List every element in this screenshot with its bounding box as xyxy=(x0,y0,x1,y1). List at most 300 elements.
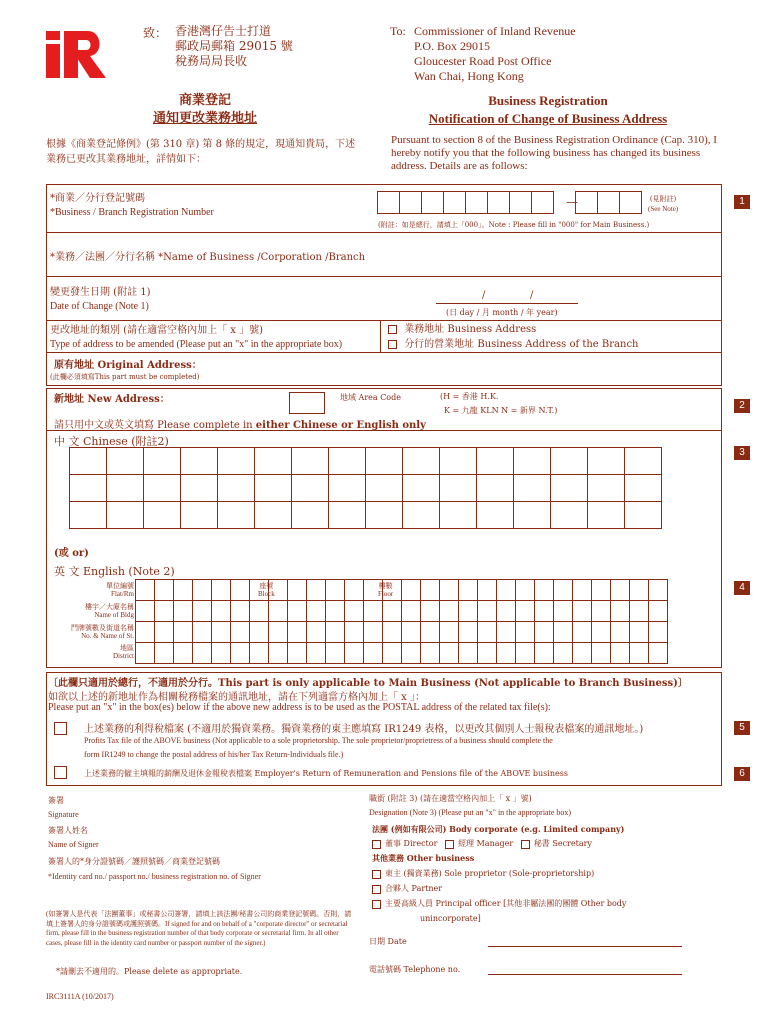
business-name-input[interactable] xyxy=(400,236,718,272)
area-code-hk: (H = 香港 H.K. xyxy=(440,392,499,401)
address-cell[interactable] xyxy=(477,600,497,622)
address-cell[interactable] xyxy=(439,621,459,643)
address-cell[interactable] xyxy=(629,579,649,601)
date-slash-1: / xyxy=(482,290,486,301)
flat-label xyxy=(50,582,134,598)
postal-note-en: Please put an "x" in the box(es) below if the above new address is to be used as the POSTAL address of the related tax file(s): xyxy=(48,702,551,713)
principal-officer-label: 主要高級人員 Principal officer [其他非屬法團的團體 Other body xyxy=(385,899,627,908)
address-cell[interactable] xyxy=(534,579,554,601)
ird-logo xyxy=(44,28,108,82)
address-cell[interactable] xyxy=(610,579,630,601)
english-label: 英 文 English (Note 2) xyxy=(54,565,175,578)
area-code-input[interactable] xyxy=(289,392,325,414)
address-cell[interactable] xyxy=(135,600,155,622)
section-number-6: 6 xyxy=(734,767,750,781)
checkbox-partner[interactable] xyxy=(372,885,381,894)
district-en: District xyxy=(113,652,134,660)
address-cell[interactable] xyxy=(458,579,478,601)
brn-input-main[interactable] xyxy=(378,192,554,214)
address-cell[interactable] xyxy=(402,474,440,502)
or-label: (或 or) xyxy=(54,548,89,559)
address-cell[interactable] xyxy=(154,579,174,601)
bldg-zh: 樓宇／大廈名稱 xyxy=(85,603,134,611)
address-cell[interactable] xyxy=(287,642,307,664)
address-cell[interactable] xyxy=(515,621,535,643)
address-cell[interactable] xyxy=(217,447,255,475)
address-cell[interactable] xyxy=(325,579,345,601)
area-code-kln-nt: K = 九龍 KLN N = 新界 N.T.) xyxy=(444,406,558,415)
delete-note: *請刪去不適用的。Please delete as appropriate. xyxy=(56,967,243,976)
address-cell[interactable] xyxy=(591,600,611,622)
address-cell[interactable] xyxy=(402,447,440,475)
form-code: IRC3111A (10/2017) xyxy=(46,992,114,1001)
address-cell[interactable] xyxy=(550,474,588,502)
sole-prop-label: 東主 (獨資業務) Sole proprietor (Sole-proprietorship) xyxy=(385,869,595,878)
either-text: 請只用中文或英文填寫 Please complete in xyxy=(54,420,256,431)
address-cell[interactable] xyxy=(420,600,440,622)
to-en-address xyxy=(414,24,576,84)
address-cell[interactable] xyxy=(401,579,421,601)
profits-tax-en-2: form IR1249 to change the postal address of his/her Tax Return-Individuals file.) xyxy=(84,750,344,759)
bldg-label xyxy=(50,603,134,619)
address-cell[interactable] xyxy=(211,642,231,664)
address-cell[interactable] xyxy=(211,579,231,601)
brn-note: (附註：如是總行，請填上「000」。Note : Please fill in "000" for Main Business.) xyxy=(378,221,650,229)
address-cell[interactable] xyxy=(268,579,288,601)
option-secretary[interactable] xyxy=(521,839,592,848)
address-cell[interactable] xyxy=(268,642,288,664)
unincorporate-label: unincorporate] xyxy=(420,914,481,923)
address-cell[interactable] xyxy=(515,579,535,601)
flat-en: Flat/Rm xyxy=(111,590,134,598)
address-cell[interactable] xyxy=(291,501,329,529)
desig-zh: 職銜 (附註 3) (請在適當空格內加上「 x 」號) xyxy=(369,794,532,803)
section-number-4: 4 xyxy=(734,581,750,595)
secretary-label: 秘書 Secretary xyxy=(533,839,592,848)
either-bold: either Chinese or English only xyxy=(255,420,426,431)
address-cell[interactable] xyxy=(572,600,592,622)
body-corporate-label: 法團 (例如有限公司) Body corporate (e.g. Limited company) xyxy=(372,824,625,834)
business-name-label: *業務／法團／分行名稱 *Name of Business /Corporation /Branch xyxy=(50,252,366,263)
option-manager[interactable] xyxy=(445,839,513,848)
fine-zh: (如簽署人是代表「法團董事」或秘書公司簽署，請填上該法團/秘書公司的商業登記號碼。否則，請填上簽署人的身分證號碼或護照號碼。 xyxy=(46,910,352,928)
ird-logo-icon xyxy=(44,28,108,82)
address-cell[interactable] xyxy=(401,621,421,643)
address-cell[interactable] xyxy=(534,621,554,643)
address-cell[interactable] xyxy=(154,621,174,643)
address-cell[interactable] xyxy=(648,642,668,664)
to-en-line: Commissioner of Inland Revenue xyxy=(414,24,576,38)
address-cell[interactable] xyxy=(363,579,383,601)
address-cell[interactable] xyxy=(624,447,662,475)
address-cell[interactable] xyxy=(69,474,107,502)
type-zh: 更改地址的類別 (請在適當空格內加上「 x 」號) xyxy=(50,325,263,336)
intro-en: Pursuant to section 8 of the Business Registration Ordinance (Cap. 310), I hereby notify you that the following business has changed its business address. Details are as follows: xyxy=(391,134,717,172)
address-cell[interactable] xyxy=(306,642,326,664)
address-cell[interactable] xyxy=(154,600,174,622)
street-zh: 門牌號數及街道名稱 xyxy=(71,624,134,632)
address-cell[interactable] xyxy=(477,621,497,643)
address-cell[interactable] xyxy=(291,447,329,475)
address-type-options xyxy=(388,322,638,352)
address-cell[interactable] xyxy=(230,642,250,664)
address-cell[interactable] xyxy=(629,642,649,664)
telephone-label: 電話號碼 Telephone no. xyxy=(369,965,461,974)
original-address-label: 原有地址 Original Address： xyxy=(54,360,202,371)
postal-note-zh: 如欲以上述的新地址作為相關稅務檔案的通訊地址，請在下列適當方格內加上「 x 」： xyxy=(48,692,425,703)
sig-zh: 簽署 xyxy=(48,796,64,805)
section-number-3: 3 xyxy=(734,446,750,460)
address-cell[interactable] xyxy=(230,621,250,643)
address-cell[interactable] xyxy=(587,447,625,475)
address-cell[interactable] xyxy=(363,600,383,622)
brn-label-zh: *商業／分行登記號碼 xyxy=(50,193,145,204)
address-cell[interactable] xyxy=(648,579,668,601)
area-code-label: 地域 Area Code xyxy=(340,393,401,402)
to-zh-line: 郵政局郵箱 29015 號 xyxy=(175,39,293,53)
address-cell[interactable] xyxy=(420,579,440,601)
telephone-line[interactable] xyxy=(488,974,682,975)
intro-zh: 根據《商業登記條例》(第 310 章) 第 8 條的規定，現通知貴局，下述業務已更改其業務地址，詳情如下： xyxy=(46,139,356,165)
address-cell[interactable] xyxy=(154,642,174,664)
checkbox-employer-return[interactable] xyxy=(54,766,67,779)
address-cell[interactable] xyxy=(534,642,554,664)
address-cell[interactable] xyxy=(439,474,477,502)
body-corporate-options xyxy=(372,838,592,849)
address-cell[interactable] xyxy=(534,600,554,622)
address-cell[interactable] xyxy=(268,600,288,622)
opt-business-label: 業務地址 Business Address xyxy=(404,324,537,335)
address-cell[interactable] xyxy=(135,579,155,601)
address-cell[interactable] xyxy=(439,642,459,664)
address-cell[interactable] xyxy=(325,600,345,622)
signer-name-label xyxy=(48,824,99,852)
to-en-label: To: xyxy=(390,24,406,38)
address-cell[interactable] xyxy=(629,600,649,622)
brn-label xyxy=(50,192,214,220)
address-cell[interactable] xyxy=(173,600,193,622)
name-en: Name of Signer xyxy=(48,840,99,849)
to-en-line: P.O. Box 29015 xyxy=(414,39,491,53)
address-cell[interactable] xyxy=(420,621,440,643)
address-cell[interactable] xyxy=(363,642,383,664)
address-cell[interactable] xyxy=(328,501,366,529)
checkbox-business-address[interactable] xyxy=(388,325,397,334)
address-cell[interactable] xyxy=(496,600,516,622)
checkbox-principal-officer[interactable] xyxy=(372,900,381,909)
date-line[interactable] xyxy=(488,946,682,947)
signature-label xyxy=(48,794,79,822)
address-type-label xyxy=(50,324,342,352)
floor-en: Floor xyxy=(378,590,394,598)
address-cell[interactable] xyxy=(439,447,477,475)
title-en-1: Business Registration xyxy=(488,93,608,108)
address-cell[interactable] xyxy=(363,621,383,643)
date-label: 日期 Date xyxy=(369,937,407,946)
fine-en: If signed for and on behalf of a "corporate director" or secretarial firm, please fill in the business registration number of that body corporate or secretarial firm. In all other cases, please fill in the identity card number or passport number of the signer.) xyxy=(46,919,348,947)
option-principal-officer[interactable] xyxy=(372,896,626,911)
address-cell[interactable] xyxy=(254,474,292,502)
either-note xyxy=(54,416,426,431)
address-cell[interactable] xyxy=(106,501,144,529)
address-cell[interactable] xyxy=(513,447,551,475)
address-cell[interactable] xyxy=(382,621,402,643)
bldg-en: Name of Bldg xyxy=(94,611,134,619)
manager-label: 經理 Manager xyxy=(458,839,514,848)
address-cell[interactable] xyxy=(401,600,421,622)
address-cell[interactable] xyxy=(180,447,218,475)
address-cell[interactable] xyxy=(254,501,292,529)
partner-label: 合夥人 Partner xyxy=(385,884,443,893)
address-cell[interactable] xyxy=(591,621,611,643)
to-en-line: Gloucester Road Post Office xyxy=(414,54,552,68)
floor-zh: 樓數 xyxy=(378,582,393,590)
title-zh xyxy=(150,92,260,128)
street-label xyxy=(50,624,134,640)
district-label xyxy=(50,644,134,660)
address-cell[interactable] xyxy=(230,579,250,601)
address-cell[interactable] xyxy=(306,600,326,622)
address-cell[interactable] xyxy=(476,474,514,502)
address-cell[interactable] xyxy=(180,501,218,529)
address-cell[interactable] xyxy=(135,621,155,643)
address-cell[interactable] xyxy=(230,600,250,622)
address-cell[interactable] xyxy=(587,501,625,529)
address-cell[interactable] xyxy=(135,642,155,664)
address-cell[interactable] xyxy=(587,474,625,502)
address-cell[interactable] xyxy=(591,642,611,664)
address-cell[interactable] xyxy=(496,579,516,601)
address-cell[interactable] xyxy=(402,501,440,529)
address-cell[interactable] xyxy=(287,579,307,601)
address-cell[interactable] xyxy=(211,621,231,643)
address-cell[interactable] xyxy=(69,501,107,529)
address-cell[interactable] xyxy=(382,579,402,601)
original-address-note: (此欄必須填寫This part must be completed) xyxy=(50,373,200,381)
address-cell[interactable] xyxy=(572,621,592,643)
checkbox-branch-address[interactable] xyxy=(388,340,397,349)
option-branch-address[interactable] xyxy=(388,337,638,352)
address-cell[interactable] xyxy=(69,447,107,475)
name-zh: 簽署人姓名 xyxy=(48,826,88,835)
address-cell[interactable] xyxy=(180,474,218,502)
see-note-en: (See Note) xyxy=(648,205,679,213)
id-zh: 簽署人的*身分證號碼／護照號碼／商業登記號碼 xyxy=(48,857,220,866)
doc-en: Date of Change (Note 1) xyxy=(50,301,149,312)
date-of-change-label xyxy=(50,286,151,314)
profits-tax-zh: 上述業務的利得稅檔案 (不適用於獨資業務。獨資業務的東主應填寫 IR1249 表格，以更改其個別人士報稅表檔案的通訊地址。) xyxy=(84,724,644,735)
address-cell[interactable] xyxy=(648,621,668,643)
address-cell[interactable] xyxy=(458,621,478,643)
address-cell[interactable] xyxy=(365,474,403,502)
block-zh: 座號 xyxy=(259,582,274,590)
signer-id-label xyxy=(48,854,261,884)
address-cell[interactable] xyxy=(268,621,288,643)
address-cell[interactable] xyxy=(496,621,516,643)
address-cell[interactable] xyxy=(458,642,478,664)
address-cell[interactable] xyxy=(439,600,459,622)
address-cell[interactable] xyxy=(106,474,144,502)
address-cell[interactable] xyxy=(306,621,326,643)
type-en: Type of address to be amended (Please put an "x" in the appropriate box) xyxy=(50,339,343,350)
date-slash-2: / xyxy=(530,290,534,301)
to-zh-line: 香港灣仔告士打道 xyxy=(175,24,272,38)
to-zh-address xyxy=(175,24,293,69)
brn-label-en: *Business / Branch Registration Number xyxy=(50,207,214,218)
address-cell[interactable] xyxy=(550,447,588,475)
address-cell[interactable] xyxy=(553,579,573,601)
address-cell[interactable] xyxy=(610,621,630,643)
profits-tax-en-1: Profits Tax file of the ABOVE business (Not applicable to a sole proprietorship. The sole proprietor/proprietress of a business should complete the xyxy=(84,736,553,745)
address-cell[interactable] xyxy=(401,642,421,664)
address-cell[interactable] xyxy=(476,501,514,529)
address-cell[interactable] xyxy=(553,621,573,643)
address-cell[interactable] xyxy=(591,579,611,601)
address-cell[interactable] xyxy=(496,642,516,664)
address-cell[interactable] xyxy=(515,642,535,664)
section-number-5: 5 xyxy=(734,721,750,735)
checkbox-secretary[interactable] xyxy=(521,840,530,849)
address-cell[interactable] xyxy=(344,579,364,601)
address-cell[interactable] xyxy=(291,474,329,502)
address-cell[interactable] xyxy=(249,600,269,622)
title-zh-2: 通知更改業務地址 xyxy=(152,111,257,126)
address-cell[interactable] xyxy=(553,600,573,622)
address-cell[interactable] xyxy=(287,600,307,622)
address-cell[interactable] xyxy=(143,474,181,502)
section-number-1: 1 xyxy=(734,195,750,209)
address-cell[interactable] xyxy=(382,600,402,622)
checkbox-director[interactable] xyxy=(372,840,381,849)
chinese-address-grid[interactable] xyxy=(70,448,662,529)
address-cell[interactable] xyxy=(328,474,366,502)
address-cell[interactable] xyxy=(249,621,269,643)
address-cell[interactable] xyxy=(513,474,551,502)
checkbox-profits-tax[interactable] xyxy=(54,722,67,735)
to-en-line: Wan Chai, Hong Kong xyxy=(414,69,524,83)
address-cell[interactable] xyxy=(610,642,630,664)
date-input-line[interactable] xyxy=(436,303,578,304)
doc-zh: 變更發生日期 (附註 1) xyxy=(50,287,151,298)
brn-dash: — xyxy=(566,195,578,209)
chinese-label: 中 文 Chinese (附註2) xyxy=(54,435,169,448)
address-cell[interactable] xyxy=(173,642,193,664)
brn-input-branch[interactable] xyxy=(576,192,642,214)
address-cell[interactable] xyxy=(553,642,573,664)
address-cell[interactable] xyxy=(439,501,477,529)
opt-branch-label: 分行的營業地址 Business Address of the Branch xyxy=(404,339,639,350)
to-zh xyxy=(143,24,167,41)
desig-en: Designation (Note 3) (Please put an "x" in the appropriate box) xyxy=(369,808,572,817)
see-note xyxy=(648,194,678,214)
option-sole-proprietor[interactable] xyxy=(372,866,626,881)
address-cell[interactable] xyxy=(624,501,662,529)
address-cell[interactable] xyxy=(192,642,212,664)
address-cell[interactable] xyxy=(217,501,255,529)
address-cell[interactable] xyxy=(572,642,592,664)
employer-return-line: 上述業務的僱主填報的薪酬及退休金報稅表檔案 Employer's Return of Remuneration and Pensions file of the ABOVE business xyxy=(84,769,568,778)
address-cell[interactable] xyxy=(513,501,551,529)
title-zh-1: 商業登記 xyxy=(178,93,231,108)
address-cell[interactable] xyxy=(249,642,269,664)
address-cell[interactable] xyxy=(254,447,292,475)
address-cell[interactable] xyxy=(211,600,231,622)
english-address-grid[interactable] xyxy=(136,580,668,664)
address-cell[interactable] xyxy=(477,642,497,664)
address-cell[interactable] xyxy=(476,447,514,475)
option-director[interactable] xyxy=(372,839,437,848)
other-business-options xyxy=(372,866,626,926)
address-cell[interactable] xyxy=(648,600,668,622)
address-cell[interactable] xyxy=(610,600,630,622)
address-cell[interactable] xyxy=(217,474,255,502)
address-cell[interactable] xyxy=(173,621,193,643)
address-cell[interactable] xyxy=(173,579,193,601)
main-business-heading: 〔此欄只適用於總行，不適用於分行。This part is only applicable to Main Business (Not applicable to Branch Business)〕 xyxy=(48,678,688,689)
section-number-2: 2 xyxy=(734,399,750,413)
address-cell[interactable] xyxy=(572,579,592,601)
see-note-zh: (見附註) xyxy=(649,195,677,203)
address-cell[interactable] xyxy=(325,642,345,664)
address-cell[interactable] xyxy=(550,501,588,529)
designation-label xyxy=(369,792,571,820)
signer-fine-print xyxy=(46,910,354,948)
checkbox-sole-proprietor[interactable] xyxy=(372,870,381,879)
address-cell[interactable] xyxy=(458,600,478,622)
sig-en: Signature xyxy=(48,810,79,819)
option-partner[interactable] xyxy=(372,881,626,896)
address-cell[interactable] xyxy=(143,501,181,529)
address-cell[interactable] xyxy=(325,621,345,643)
address-cell[interactable] xyxy=(365,501,403,529)
address-cell[interactable] xyxy=(344,621,364,643)
address-cell[interactable] xyxy=(629,621,649,643)
other-business-label: 其他業務 Other business xyxy=(372,853,475,863)
address-cell[interactable] xyxy=(365,447,403,475)
address-cell[interactable] xyxy=(192,579,212,601)
director-label: 董事 Director xyxy=(385,839,438,848)
address-cell[interactable] xyxy=(515,600,535,622)
street-en: No. & Name of St. xyxy=(81,632,134,640)
checkbox-manager[interactable] xyxy=(445,840,454,849)
address-cell[interactable] xyxy=(192,600,212,622)
flat-zh: 單位編號 xyxy=(106,582,134,590)
address-cell[interactable] xyxy=(420,642,440,664)
address-cell[interactable] xyxy=(143,447,181,475)
address-cell[interactable] xyxy=(344,642,364,664)
address-cell[interactable] xyxy=(306,579,326,601)
address-cell[interactable] xyxy=(344,600,364,622)
to-zh-label: 致： xyxy=(143,26,168,40)
address-cell[interactable] xyxy=(287,621,307,643)
new-address-label: 新地址 New Address： xyxy=(54,394,170,405)
address-cell[interactable] xyxy=(249,579,269,601)
address-cell[interactable] xyxy=(477,579,497,601)
address-cell[interactable] xyxy=(624,474,662,502)
title-en-2: Notification of Change of Business Address xyxy=(428,111,668,126)
district-zh: 地區 xyxy=(120,644,134,652)
address-cell[interactable] xyxy=(382,642,402,664)
id-en: *Identity card no./ passport no./ business registration no. of Signer xyxy=(48,872,261,881)
date-hint: (日 day / 月 month / 年 year) xyxy=(446,308,558,317)
address-cell[interactable] xyxy=(192,621,212,643)
address-cell[interactable] xyxy=(328,447,366,475)
title-en xyxy=(400,92,696,128)
to-zh-line: 稅務局局長收 xyxy=(175,54,248,68)
address-cell[interactable] xyxy=(439,579,459,601)
address-cell[interactable] xyxy=(106,447,144,475)
option-business-address[interactable] xyxy=(388,322,638,337)
